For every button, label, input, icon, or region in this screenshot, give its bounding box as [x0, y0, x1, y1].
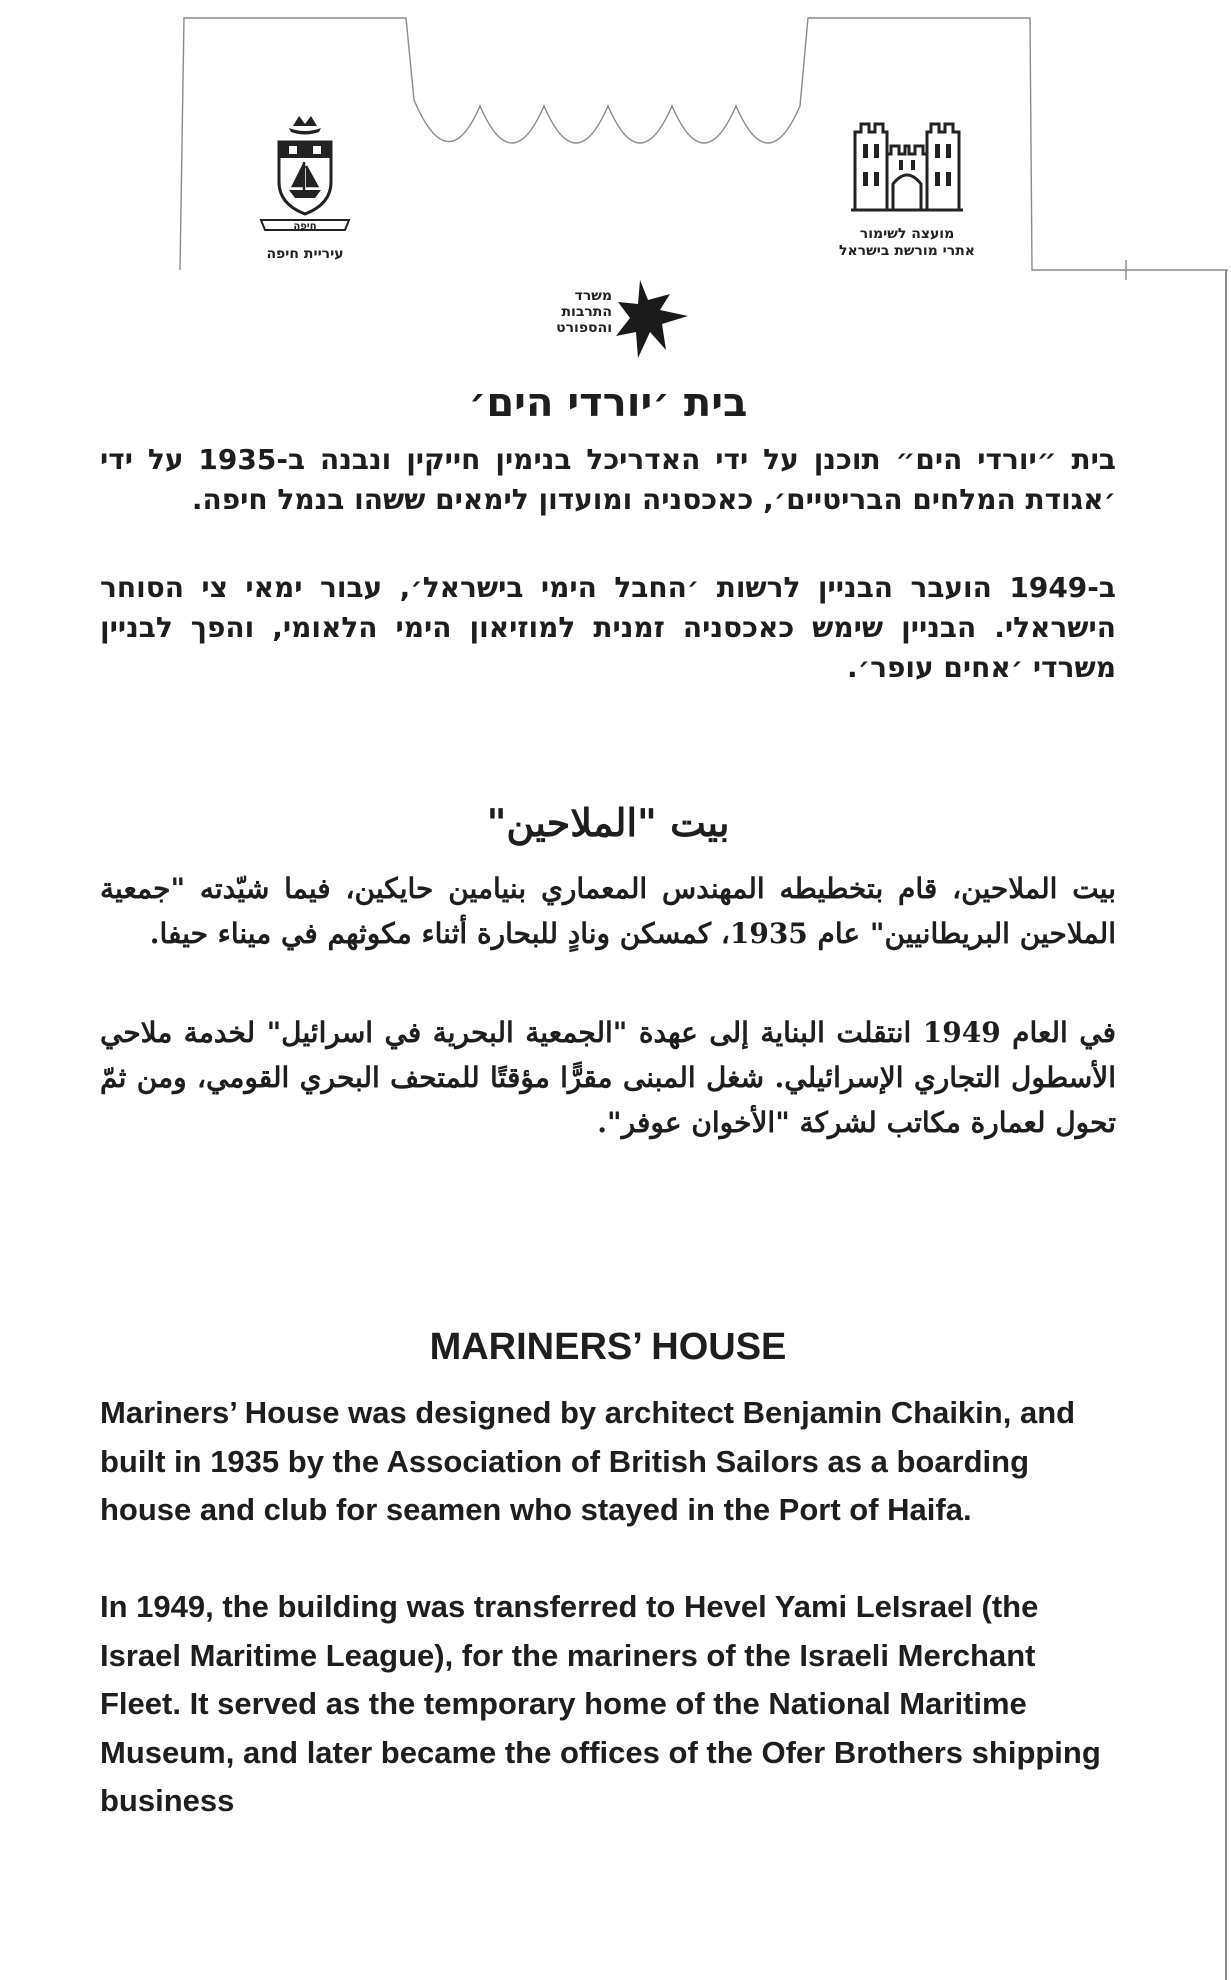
english-title: MARINERS’ HOUSE	[429, 1326, 787, 1368]
haifa-municipality-caption: עיריית חיפה	[266, 246, 344, 262]
arabic-paragraph-1: بيت الملاحين، قام بتخطيطه المهندس المعماري بنيامين حايكين، فيما شيّدته "جمعية الملاحين البريطانيين" عام 1935، كمسكن ونادٍ للبحارة أثناء مكوثهم في ميناء حيفا.	[100, 872, 1116, 950]
english-paragraph-1: Mariners’ House was designed by architect Benjamin Chaikin, and built in 1935 by the Association of British Sailors as a boarding house and club for seamen who stayed in the Port of Haifa.	[100, 1395, 1076, 1527]
haifa-municipality-logo	[255, 112, 355, 262]
right-edge-line	[1225, 270, 1227, 1980]
castle-gate-icon	[847, 110, 967, 218]
ministry-culture-sport-logo	[522, 276, 692, 360]
arabic-title: بيت "الملاحين"	[486, 800, 730, 845]
star-figure-icon	[614, 276, 692, 360]
ministry-caption: משרד התרבות והספורט	[556, 288, 612, 336]
haifa-crest-icon	[255, 112, 355, 240]
heritage-council-logo	[812, 110, 1002, 260]
english-paragraph-2: In 1949, the building was transferred to Hevel Yami LeIsrael (the Israel Maritime League), for the mariners of the Israeli Merchant Fleet. It served as the temporary home of the National Maritime Museum, and later became the offices of the Ofer Brothers shipping business	[100, 1589, 1101, 1818]
heritage-council-caption: מועצה לשימור אתרי מורשת בישראל	[839, 226, 975, 259]
hebrew-paragraph-1: בית ״יורדי הים״ תוכנן על ידי האדריכל בנימין חייקין ונבנה ב-1935 על ידי ׳אגודת המלחים הבריטיים׳, כאכסניה ומועדון לימאים ששהו בנמל חיפה.	[100, 443, 1116, 516]
svg-text:חיפה: חיפה	[293, 221, 317, 232]
sign-frame-outline	[0, 0, 1231, 300]
arabic-paragraph-2: في العام 1949 انتقلت البناية إلى عهدة "الجمعية البحرية في اسرائيل" لخدمة ملاحي الأسطول التجاري الإسرائيلي. شغل المبنى مقرًّا مؤقتًا للمتحف البحري القومي، ومن ثمّ تحول لعمارة مكاتب لشركة "الأخوان عوفر".	[100, 1016, 1116, 1139]
hebrew-title: בית ׳יורדי הים׳	[468, 380, 748, 426]
hebrew-paragraph-2: ב-1949 הועבר הבניין לרשות ׳החבל הימי בישראל׳, עבור ימאי צי הסוחר הישראלי. הבניין שימש כאכסניה זמנית למוזיאון הימי הלאומי, והפך לבניין משרדי ׳אחים עופר׳.	[100, 571, 1116, 684]
